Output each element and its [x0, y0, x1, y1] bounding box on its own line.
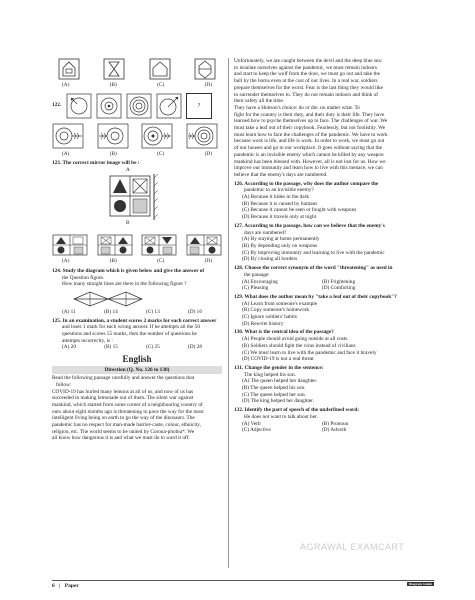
instruction-line-2: follow:: [56, 381, 72, 388]
q126-option-a[interactable]: (A) Because it hides in the dark: [242, 194, 310, 201]
q121-option-a-figure: [58, 58, 80, 80]
q123-question-figure-svg: [106, 174, 168, 236]
passage-right: [234, 58, 434, 179]
instruction-line-1: Read the following passage carefully and answer the questions that: [52, 375, 195, 382]
q129-option-c[interactable]: (C) Ignore soldiers' habits: [242, 314, 297, 321]
q128-line-1: 128. Choose the correct synonym of the word "threatening" as used in: [234, 265, 393, 272]
q127-option-c[interactable]: (C) By improving immunity and learning to live with the pandemic: [242, 249, 385, 256]
passage-line: learned how to psyche themselves up to face. The challenges of war. We: [234, 118, 388, 125]
instruction: [52, 375, 222, 388]
q130-option-c[interactable]: (C) We must learn to live with the pandemic and face it bravely: [242, 349, 377, 356]
q131-block: [234, 365, 434, 405]
page-footer: [52, 580, 434, 589]
q132-option-b[interactable]: (B) Pronoun: [322, 420, 349, 427]
q130-option-d[interactable]: (D) COVID-19 is not a real threat: [242, 356, 314, 363]
q122-question-mark: ?: [197, 102, 201, 109]
passage-line: their safety all the time.: [234, 98, 285, 105]
q123-option-a[interactable]: (A): [62, 258, 70, 265]
q121-option-d[interactable]: (D): [204, 82, 212, 88]
passage-line: COVID-19 has hurled many lemons at all of us, and now of us has: [52, 388, 194, 395]
q122-option-c[interactable]: (C): [157, 150, 165, 157]
publisher-watermark: AGRAWAL EXAMCART: [300, 542, 405, 552]
passage-line: succeeded in making lemonade out of them. The silent war against: [52, 395, 194, 402]
left-column: [52, 58, 222, 442]
passage-line: mankind has been blessed with. However, all is not lost for us. How we: [234, 158, 386, 165]
passage-line: improve our immunity and learn how to live with this menace, we can: [234, 165, 383, 172]
passage-line: believe that the enemy's days are numbered.: [234, 171, 328, 178]
q124-option-b[interactable]: (B) 14: [104, 308, 118, 315]
passage-left: [52, 389, 222, 443]
q127-option-a[interactable]: (A) By staying at home permanently: [242, 236, 320, 243]
q129-line-1: 129. What does the author mean by "take a leaf out of their copybook"?: [234, 293, 397, 300]
q125-option-d[interactable]: (D) 28: [188, 344, 202, 351]
q124-line-2: the Question figure.: [62, 274, 105, 281]
q127-option-d[interactable]: (D) By closing all borders: [242, 256, 298, 263]
q123-option-figures: [52, 234, 222, 256]
q121-option-a[interactable]: (A): [62, 82, 70, 88]
passage-line: intelligent living being on earth to go the way of the dinosaurs. The: [52, 415, 195, 422]
passage-line: They have a Hobson's choice: do or die, no matter what. To: [234, 104, 360, 111]
q124-options: [52, 308, 222, 316]
passage-line: prepare themselves for the worst. Fear is the last thing they would like: [234, 84, 384, 91]
passage-line: religion, etc. The world seems to be united by Corona-phobia*. We: [52, 428, 195, 435]
q124-option-d[interactable]: (D) 16: [188, 308, 202, 315]
q125-line-4: attempts incorrectly, is :: [62, 337, 113, 344]
q124-lines-figure: [72, 290, 144, 308]
q121-option-b-figure: [103, 58, 125, 80]
q128-option-c[interactable]: (C) Pleasing: [242, 285, 269, 292]
passage-line: to surrender themselves to. They do not remain indoors and think of: [234, 91, 379, 98]
q122-option-c-figure: [141, 123, 173, 149]
direction-banner: Direction (Q. No. 126 to 130): [52, 366, 222, 374]
q123-options: [52, 256, 222, 265]
q125-option-c[interactable]: (C) 25: [146, 344, 160, 351]
q121-option-c[interactable]: (C): [157, 82, 165, 88]
q121-option-d-figure: [194, 58, 216, 80]
footer-label: Paper: [64, 583, 79, 589]
q125-options: [52, 344, 222, 351]
q122-option-a-figure: [52, 123, 84, 149]
q128-option-a[interactable]: (A) Encouraging: [242, 278, 278, 285]
q129-option-d[interactable]: (D) Rewrite history: [242, 320, 284, 327]
passage-line: of our houses and go to our workplace. It goes without saying that the: [234, 145, 382, 152]
passage-line: and start to keep the wolf from the door, we must go out and take the: [234, 71, 381, 78]
q130-line-1: 130. What is the central idea of the passage?: [234, 329, 334, 336]
q130-option-b[interactable]: (B) Soldiers should fight the virus instead of civilians: [242, 342, 356, 349]
q132-option-c[interactable]: (C) Adjective: [242, 427, 271, 434]
q126-block: [234, 181, 434, 221]
q122-option-b-figure: [97, 123, 129, 149]
q131-line-2: The king helped his son.: [244, 371, 296, 378]
q122-figure-2: [96, 93, 122, 119]
q128-option-b[interactable]: (B) Frightening: [322, 278, 356, 285]
q128-block: [234, 265, 434, 292]
footer-stamp: Diagram Guide: [408, 582, 432, 586]
q129-option-a[interactable]: (A) Learn from someone's example: [242, 300, 318, 307]
q122-figure-3: [126, 93, 152, 119]
q126-option-b[interactable]: (B) Because it is caused by humans: [242, 200, 318, 207]
q129-block: [234, 294, 434, 328]
q123-option-b-figure: [97, 234, 133, 256]
q123-option-d[interactable]: (D): [204, 258, 212, 265]
q125-option-b[interactable]: (B) 15: [104, 344, 118, 351]
q123-label-b: B: [126, 220, 130, 227]
q132-block: [234, 407, 434, 434]
q127-line-2: days are numbered?: [244, 229, 287, 236]
passage-line: fight for the country is their duty, and their duty is their life. They have: [234, 111, 385, 118]
q125-text: [52, 318, 222, 345]
q122-figure-1: [66, 93, 92, 119]
q128-option-d[interactable]: (D) Comforting: [322, 285, 356, 292]
q122-question-figures: [66, 93, 212, 119]
q122-options: [52, 149, 222, 158]
q132-option-d[interactable]: (D) Adverb: [322, 427, 347, 434]
passage-line: to insulate ourselves against the pandemic, we must remain indoors: [234, 64, 377, 71]
q122-number: 122.: [52, 102, 62, 109]
q123-question-figure: [52, 168, 222, 230]
q122-figure-4: [156, 93, 182, 119]
q122-option-a[interactable]: (A): [62, 150, 70, 157]
q127-block: [234, 223, 434, 263]
q126-line-2: pandemic to an invisible enemy?: [244, 187, 314, 194]
q122-unknown-box: [186, 93, 212, 119]
passage-line: pandemic is an invisible enemy which cannot be killed by any weapon: [234, 151, 384, 158]
footer-separator: |: [59, 583, 61, 589]
q123-figure-wrap: [106, 168, 168, 230]
page-number: 6: [52, 583, 55, 589]
q132-line-2: He does not want to talk about her.: [244, 413, 318, 420]
q124-option-c[interactable]: (C) 13: [146, 308, 160, 315]
q124-line-1: 124. Study the diagram which is given below and give the answer of: [52, 267, 205, 274]
passage-line: must learn how to face the challenges of the pandemic. We have to work: [234, 131, 388, 138]
q131-option-c[interactable]: (C) The queen helped her son.: [242, 391, 307, 398]
q131-option-a[interactable]: (A) The queen helped her daughter.: [242, 378, 318, 385]
q124-option-a[interactable]: (A) 11: [62, 308, 76, 315]
q125-line-2: and loses 1 mark for each wrong answer. If he attempts all the 50: [62, 324, 200, 331]
column-divider: [228, 58, 229, 568]
q122-option-d[interactable]: (D): [204, 150, 212, 157]
passage-line: must take a leaf out of their copybook. Fearlessly, but not foolishly. We: [234, 125, 386, 132]
q122-question-row: [52, 93, 222, 119]
q132-option-a[interactable]: (A) Verb: [242, 420, 261, 427]
q128-line-2: the passage:: [244, 271, 270, 278]
q123-option-c-figure: [141, 234, 177, 256]
q125-line-3: questions and scores 55 marks, then the number of questions he: [62, 331, 197, 338]
q131-option-d[interactable]: (D) The king helped her daughter.: [242, 398, 314, 405]
q132-line-1: 132. Identify the part of speech of the underlined word:: [234, 407, 360, 414]
q123-label-a: A: [126, 167, 130, 174]
q123-option-c[interactable]: (C): [157, 258, 165, 265]
english-section-heading: English: [122, 354, 152, 365]
q122-option-figures: [52, 119, 222, 149]
right-column: [234, 58, 434, 434]
passage-line: mankind, which started from some corner of a neighbouring country of: [52, 401, 203, 408]
q129-option-b[interactable]: (B) Copy someone's homework: [242, 307, 310, 314]
q121-option-b[interactable]: (B): [109, 82, 117, 88]
q121-options: [52, 80, 222, 89]
q124-text: [52, 268, 222, 288]
q122-option-b[interactable]: (B): [109, 150, 117, 157]
q128-options-row-2: [234, 285, 434, 292]
q130-block: [234, 329, 434, 363]
q125-line-1: 125. In an examination, a student scores 2 marks for each correct answer: [52, 317, 217, 324]
q130-option-a[interactable]: (A) People should avoid going outside at all costs: [242, 336, 348, 343]
q123-option-d-figure: [186, 234, 222, 256]
passage-line: pandemic has no respect for man-made barrier-caste, colour, ethnicity,: [52, 422, 201, 429]
passage-line: ours about eight months ago is threatening to pave the way for the most: [52, 408, 204, 415]
q121-option-c-figure: [149, 58, 171, 80]
q125-option-a[interactable]: (A) 20: [62, 344, 76, 351]
passage-line: bull by the horns even at the cost of our lives. In a real war, soldiers: [234, 78, 378, 85]
q123-text: 123. The correct mirror image will be :: [52, 160, 140, 167]
passage-line: all know how dangerous it is and what we must do to ward it off.: [52, 435, 190, 442]
q123-option-a-figure: [52, 234, 88, 256]
q127-option-b[interactable]: (B) By depending only on weapons: [242, 242, 318, 249]
q131-option-b[interactable]: (B) The queen helped his son.: [242, 385, 306, 392]
q124-line-3: How many straight lines are there in the following figure ?: [62, 281, 187, 288]
passage-line: Unfortunately, we are caught between the devil and the deep blue sea:: [234, 58, 383, 64]
q131-line-1: 131. Change the gender in the sentence:: [234, 364, 324, 371]
q126-line-1: 126. According to the passage, why does the author compare the: [234, 180, 379, 187]
q121-figures: [52, 58, 222, 80]
q123-option-b[interactable]: (B): [109, 258, 117, 265]
q126-option-c[interactable]: (C) Because it cannot be seen or fought with weapons: [242, 207, 357, 214]
q132-options-row-2: [234, 427, 434, 434]
q127-line-1: 127. According to the passage, how can we believe that the enemy's: [234, 222, 385, 229]
passage-line: because work is life, and life is work. In order to work, we must go out: [234, 138, 385, 145]
q126-option-d[interactable]: (D) Because it travels only at night: [242, 214, 317, 221]
q122-option-d-figure: [186, 123, 218, 149]
